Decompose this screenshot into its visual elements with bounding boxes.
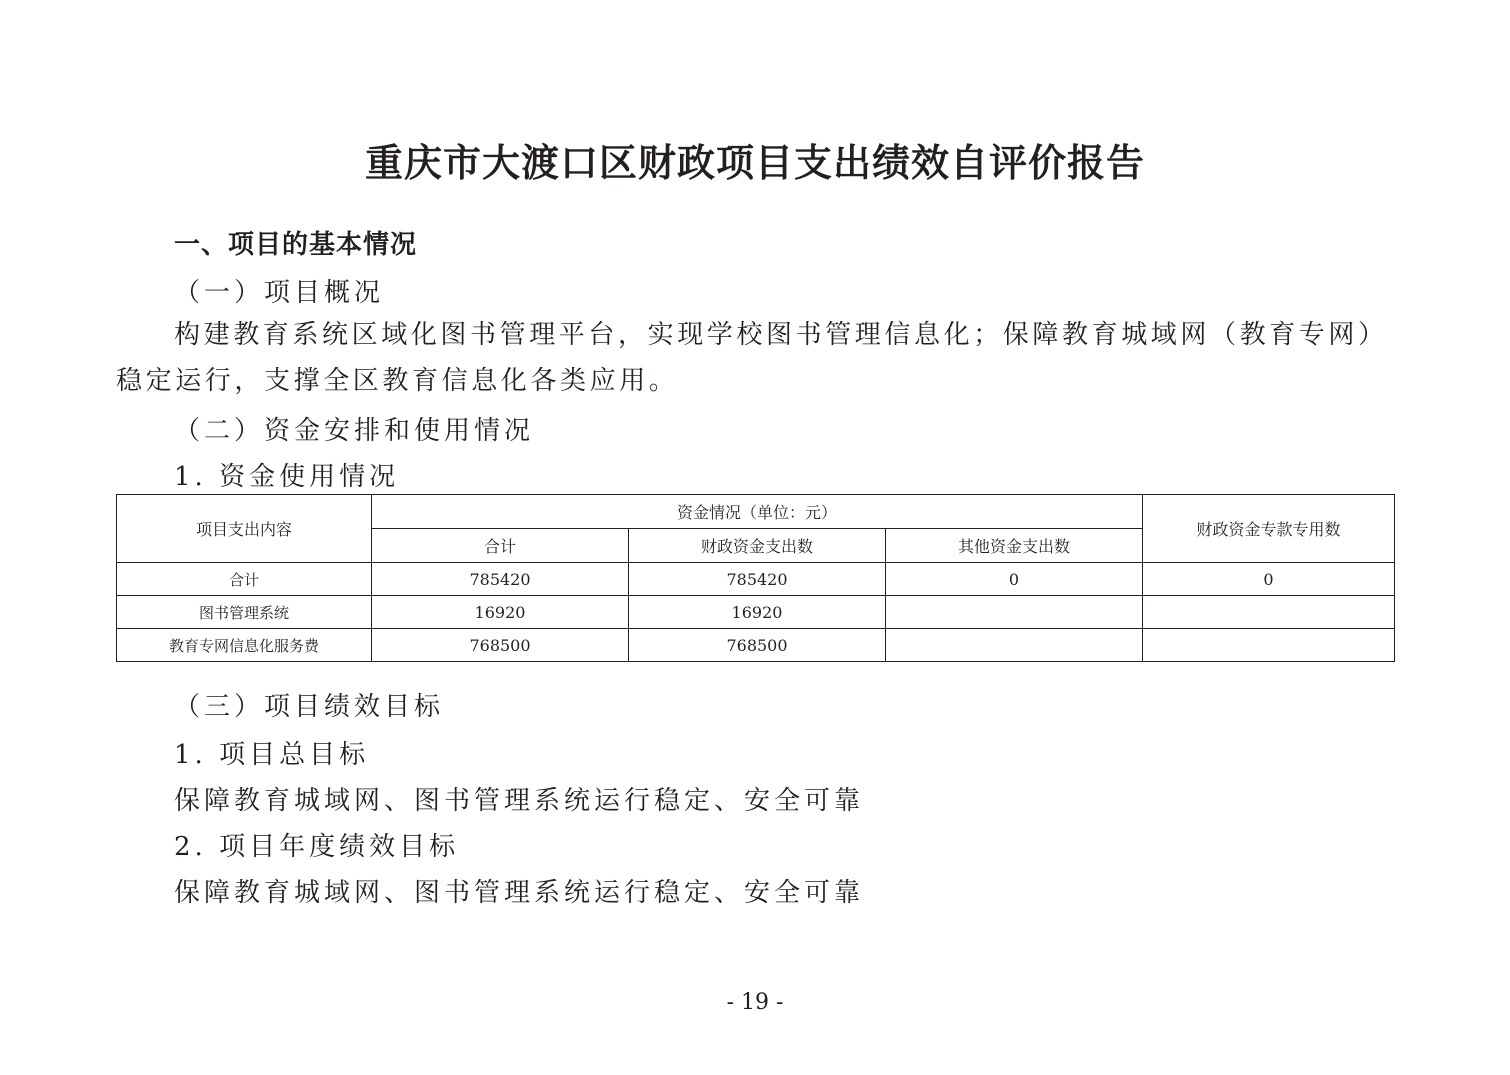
funding-usage-heading: 1. 资金使用情况 (174, 462, 400, 492)
annual-goal-text: 保障教育城域网、图书管理系统运行稳定、安全可靠 (174, 878, 865, 908)
header-item: 项目支出内容 (117, 495, 372, 563)
header-fund-group: 资金情况（单位：元） (372, 495, 1143, 529)
header-total: 合计 (372, 529, 629, 563)
row-total: 785420 (372, 563, 629, 596)
header-fiscal: 财政资金支出数 (629, 529, 886, 563)
row-special: 0 (1143, 563, 1395, 596)
row-other (886, 629, 1143, 662)
row-other: 0 (886, 563, 1143, 596)
page-number: - 19 - (726, 990, 784, 1015)
row-special (1143, 596, 1395, 629)
row-name: 教育专网信息化服务费 (117, 629, 372, 662)
row-name: 图书管理系统 (117, 596, 372, 629)
header-special: 财政资金专款专用数 (1143, 495, 1395, 563)
subsection-heading-overview: （一）项目概况 (174, 278, 385, 308)
row-name: 合计 (117, 563, 372, 596)
funding-table (116, 494, 1395, 662)
row-total: 16920 (372, 596, 629, 629)
row-fiscal: 768500 (629, 629, 886, 662)
table-row (117, 563, 1395, 596)
overview-paragraph: 构建教育系统区域化图书管理平台，实现学校图书管理信息化；保障教育城域网（教育专网）稳定运行，支撑全区教育信息化各类应用。 (116, 320, 1388, 396)
table-row (117, 629, 1395, 662)
report-title: 重庆市大渡口区财政项目支出绩效自评价报告 (364, 141, 1145, 185)
overall-goal-text: 保障教育城域网、图书管理系统运行稳定、安全可靠 (174, 786, 865, 816)
header-other: 其他资金支出数 (886, 529, 1143, 563)
row-fiscal: 16920 (629, 596, 886, 629)
row-other (886, 596, 1143, 629)
subsection-heading-funding: （二）资金安排和使用情况 (174, 416, 535, 446)
row-special (1143, 629, 1395, 662)
row-fiscal: 785420 (629, 563, 886, 596)
row-total: 768500 (372, 629, 629, 662)
subsection-heading-goals: （三）项目绩效目标 (174, 692, 445, 722)
overall-goal-heading: 1. 项目总目标 (174, 740, 370, 770)
table-row (117, 596, 1395, 629)
section-heading-basic-info: 一、项目的基本情况 (174, 230, 418, 260)
annual-goal-heading: 2. 项目年度绩效目标 (174, 832, 460, 862)
